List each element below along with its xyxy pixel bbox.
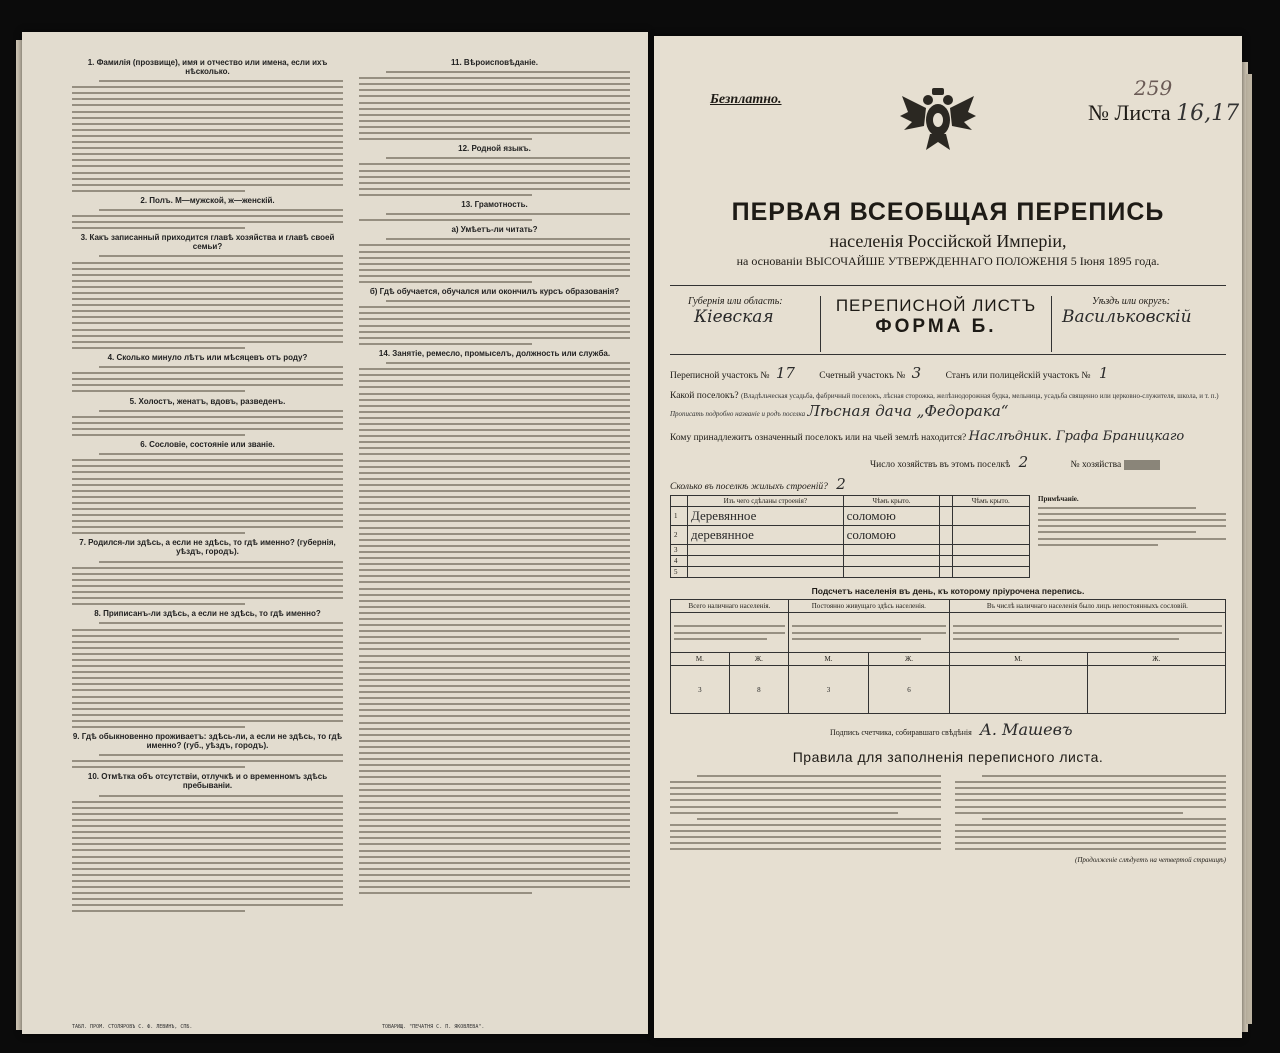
table-row [671, 545, 1030, 556]
sheet-number [1088, 100, 1239, 126]
male-label: М. [671, 653, 730, 666]
rules-text [670, 771, 1226, 854]
instruction-paragraph [359, 71, 630, 140]
instruction-heading: 5. Холостъ, женатъ, вдовъ, разведенъ. [129, 396, 286, 406]
permanent-male-count: 3 [788, 666, 868, 714]
pop-header-nonpermanent: Въ числѣ наличнаго населенія было лицъ непостоянныхъ сословій. [949, 600, 1225, 613]
instruction-heading: б) Гдѣ обучается, обучался или окончилъ курсъ образованія? [369, 287, 620, 297]
imprint-left: ТАБЛ. ПРОМ. СТОЛЯРОВЪ С. Ф. ЛЕВИНЪ, СПБ. [72, 1024, 193, 1030]
signature-label: Подпись счетчика, собиравшаго свѣдѣнія [830, 728, 972, 737]
instruction-heading: а) Умѣетъ-ли читать? [451, 225, 538, 235]
table-row [671, 507, 1030, 526]
gubernia-label: Губернія или область: [688, 296, 783, 307]
material-cell: Деревянное [688, 507, 844, 526]
instruction-heading: 1. Фамилія (прозвище), имя и отчество или имена, если ихъ нѣсколько. [87, 58, 328, 76]
table-row [671, 556, 1030, 567]
build-header-material-2 [940, 496, 952, 507]
count-district-label: Счетный участокъ № [819, 371, 906, 381]
instruction-paragraph [72, 622, 343, 728]
row-number: 3 [671, 545, 688, 556]
row-number: 5 [671, 567, 688, 578]
continuation-note: (Продолженіе слѣдуетъ на четвертой страницѣ) [1075, 856, 1226, 865]
instruction-paragraph [72, 561, 343, 606]
districts-row [670, 364, 1226, 382]
instruction-heading: 11. Вѣроисповѣданіе. [451, 58, 538, 67]
female-label: Ж. [1087, 653, 1225, 666]
buildings-table [670, 495, 1030, 578]
form-name: ФОРМА Б. [875, 316, 997, 337]
stan-value: 1 [1098, 364, 1109, 382]
present-female-count: 8 [729, 666, 788, 714]
signature-row [670, 720, 1226, 739]
region-block [670, 296, 1226, 352]
enumerator-signature: А. Машевъ [979, 720, 1073, 739]
instruction-heading: 7. Родился-ли здѣсь, а если не здѣсь, то гдѣ именно? (губернія, уѣздъ, городъ). [79, 538, 336, 557]
roof-cell: соломою [843, 526, 940, 545]
count-district-value: 3 [911, 364, 922, 382]
settlement-note: (Владѣльческая усадьба, фабричный поселокъ, лѣсная сторожка, желѣзнодорожная будка, мельница, усадьба священно или церковно-служителя, школа, и т. п.) [741, 392, 1219, 400]
build-header-material: Изъ чего сдѣланы строенія? [688, 496, 844, 507]
buildings-value: 2 [836, 475, 846, 493]
instruction-heading: 10. Отмѣтка объ отсутствіи, отлучкѣ и о временномъ здѣсь пребываніи. [87, 772, 328, 791]
owner-value: Наслѣдник. Графа Браницкаго [968, 429, 1185, 444]
buildings-label: Сколько въ поселкѣ жилыхъ строеній? [670, 482, 828, 492]
instruction-paragraph [72, 80, 343, 192]
uezd-label: Уѣздъ или округъ: [1092, 296, 1171, 307]
present-male-count: 3 [671, 666, 730, 714]
rules-title: Правила для заполненія переписного листа. [792, 749, 1104, 765]
census-district-label: Переписной участокъ № [670, 371, 770, 381]
households-value: 2 [1018, 453, 1029, 471]
instruction-paragraph [359, 362, 630, 894]
gubernia-value: Кіевская [694, 307, 774, 327]
build-header-roof-2: Чѣмъ крыто. [952, 496, 1029, 507]
uezd-value: Васильковскій [1062, 307, 1192, 327]
permanent-female-count: 6 [869, 666, 950, 714]
pop-header-present: Всего наличнаго населенія. [671, 600, 789, 613]
female-label: Ж. [869, 653, 950, 666]
instruction-heading: 13. Грамотность. [461, 199, 528, 209]
instruction-heading: 6. Сословіе, состояніе или званіе. [140, 440, 275, 450]
instruction-paragraph [359, 238, 630, 283]
instruction-heading: 14. Занятіе, ремесло, промыселъ, должность или служба. [378, 348, 611, 358]
nonpermanent-female-count [1087, 666, 1225, 714]
households-label: Число хозяйствъ въ этомъ поселкѣ [870, 460, 1011, 470]
female-label: Ж. [729, 653, 788, 666]
roof-cell: соломою [843, 507, 940, 526]
note-block [1038, 495, 1226, 578]
material-cell: деревянное [688, 526, 844, 545]
left-column [72, 54, 343, 1024]
census-district-value: 17 [775, 364, 795, 382]
instruction-paragraph [359, 157, 630, 196]
archive-page-number: 259 [1134, 76, 1173, 100]
instruction-paragraph [72, 795, 343, 913]
census-title: ПЕРВАЯ ВСЕОБЩАЯ ПЕРЕПИСЬ [731, 198, 1165, 226]
instruction-heading: 4. Сколько минуло лѣтъ или мѣсяцевъ отъ роду? [107, 352, 308, 362]
households-row [670, 453, 1226, 471]
row-number: 4 [671, 556, 688, 567]
form-title: ПЕРЕПИСНОЙ ЛИСТЪ [835, 296, 1037, 315]
note-title: Примѣчаніе. [1038, 495, 1079, 503]
nonpermanent-male-count [949, 666, 1087, 714]
settlement-value: Лѣсная дача „Федорака“ [807, 402, 1009, 420]
instruction-heading: 9. Гдѣ обыкновенно проживаетъ: здѣсь-ли, а если не здѣсь, то гдѣ именно? (губ., уѣздъ, городъ). [72, 732, 343, 751]
census-subtitle: населенія Россійской Имперіи, [829, 231, 1067, 251]
build-header-roof: Чѣмъ крыто. [843, 496, 940, 507]
sheet-number-label: № Листа [1088, 100, 1171, 125]
census-decree: на основаніи ВЫСОЧАЙШЕ УТВЕРЖДЕННАГО ПОЛОЖЕНІЯ 5 Іюня 1895 года. [736, 254, 1160, 268]
instruction-paragraph [72, 410, 343, 436]
owner-label: Кому принадлежитъ означенный поселокъ или на чьей землѣ находится? [670, 433, 967, 443]
pop-header-permanent: Постоянно живущаго здѣсь населенія. [788, 600, 949, 613]
instruction-heading: 12. Родной языкъ. [458, 144, 531, 154]
household-no-label: № хозяйства [1070, 460, 1122, 470]
owner-row [670, 429, 1226, 444]
free-label: Безплатно. [710, 92, 782, 107]
instruction-paragraph [72, 209, 343, 229]
instruction-heading: 3. Какъ записанный приходится главѣ хозяйства и главѣ своей семьи? [80, 233, 335, 252]
census-form-sheet [654, 36, 1242, 1038]
redacted-household-number [1124, 460, 1160, 470]
instruction-paragraph [72, 255, 343, 348]
left-census-instructions-sheet [22, 32, 648, 1034]
instruction-paragraph [359, 213, 630, 221]
instruction-heading: 2. Полъ. М—мужской, ж—женскій. [140, 195, 275, 205]
male-label: М. [949, 653, 1087, 666]
table-row [671, 526, 1030, 545]
instruction-heading: 8. Приписанъ-ли здѣсь, а если не здѣсь, то гдѣ именно? [94, 609, 321, 619]
row-number: 2 [671, 526, 688, 545]
settlement-label: Какой поселокъ? [670, 391, 739, 401]
buildings-row [670, 475, 1226, 493]
instruction-paragraph [72, 453, 343, 534]
sheet-number-value: 16,17 [1176, 101, 1240, 126]
double-headed-eagle-emblem [898, 86, 978, 154]
table-row [671, 567, 1030, 578]
settlement-note-2: Прописать подробно названіе и родъ поселка [670, 410, 806, 418]
instruction-paragraph [72, 754, 343, 768]
population-title: Подсчетъ населенія въ день, къ которому пріурочена перепись. [811, 586, 1085, 596]
imprint-right: ТОВАРИЩ. "ПЕЧАТНЯ С. П. ЯКОВЛЕВА". [382, 1024, 485, 1030]
instruction-paragraph [72, 366, 343, 392]
settlement-row [670, 391, 1226, 420]
instruction-paragraph [359, 300, 630, 345]
population-table [670, 599, 1226, 714]
right-column [359, 54, 630, 1024]
stan-label: Станъ или полицейскій участокъ № [945, 371, 1091, 381]
row-number: 1 [671, 507, 688, 526]
male-label: М. [788, 653, 868, 666]
